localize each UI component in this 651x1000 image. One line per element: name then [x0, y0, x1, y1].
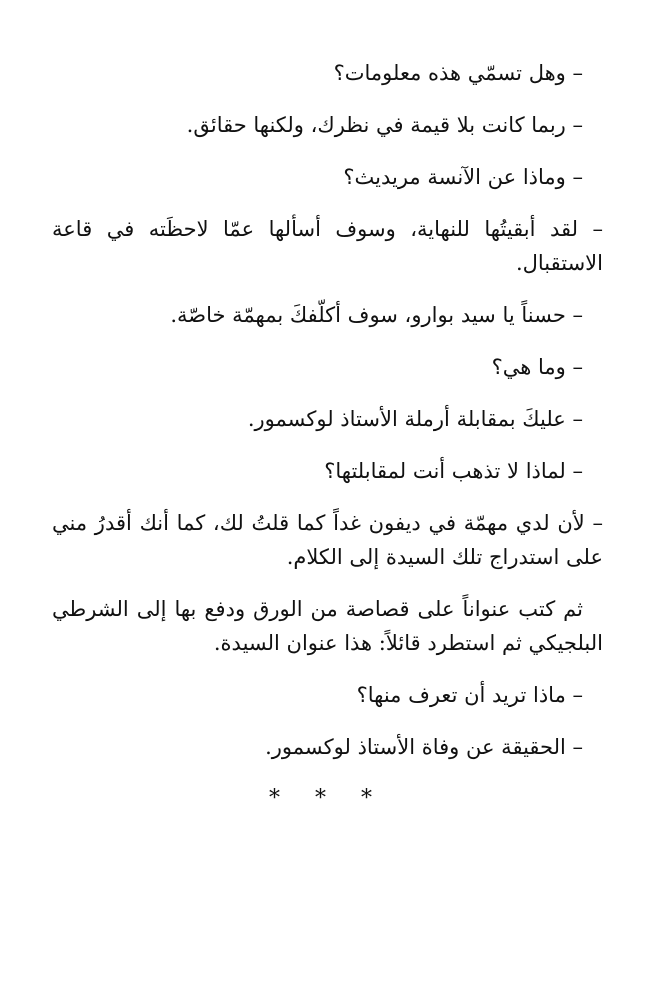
dialogue-line-11: – الحقيقة عن وفاة الأستاذ لوكسمور. — [265, 735, 583, 759]
dialogue-line-6: – وما هي؟ — [491, 355, 583, 379]
dialogue-line-7: – عليكَ بمقابلة أرملة الأستاذ لوكسمور. — [247, 407, 583, 431]
dialogue-line-9: – لأن لدي مهمّة في ديفون غداً كما قلتُ لك، كما أنك أقدرُ مني على استدراج تلك السيدة إلى الكلام. — [52, 511, 603, 569]
dialogue-line-3: – وماذا عن الآنسة مريديث؟ — [343, 165, 583, 189]
narration-paragraph: ثم كتب عنواناً على قصاصة من الورق ودفع بها إلى الشرطي البلجيكي ثم استطرد قائلاً: هذا عنوان السيدة. — [52, 597, 603, 655]
page-text — [52, 56, 603, 816]
dialogue-line-1: – وهل تسمّي هذه معلومات؟ — [333, 61, 583, 85]
dialogue-line-10: – ماذا تريد أن تعرف منها؟ — [356, 683, 583, 707]
section-separator: * * * — [269, 786, 386, 811]
dialogue-line-8: – لماذا لا تذهب أنت لمقابلتها؟ — [324, 459, 583, 483]
dialogue-line-5: – حسناً يا سيد بوارو، سوف أكلّفكَ بمهمّة خاصّة. — [170, 303, 583, 327]
dialogue-line-2: – ربما كانت بلا قيمة في نظرك، ولكنها حقائق. — [186, 113, 583, 137]
dialogue-line-4: – لقد أبقيتُها للنهاية، وسوف أسألها عمّا لاحظَته في قاعة الاستقبال. — [52, 217, 603, 275]
